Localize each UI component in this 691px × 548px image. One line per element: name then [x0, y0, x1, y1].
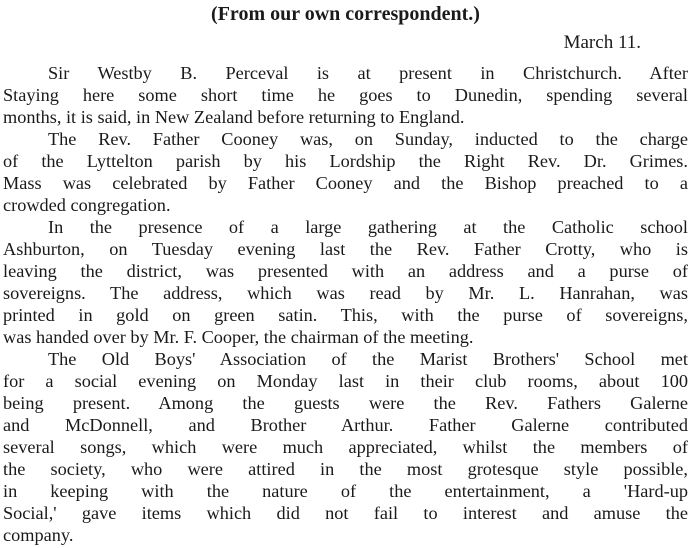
paragraph-1-line-1: Sir Westby B. Perceval is at present in Christchurch. After [48, 63, 688, 83]
paragraph-3-line-6: was handed over by Mr. F. Cooper, the chairman of the meeting. [3, 327, 474, 347]
paragraph-4-line-8: Social,' gave items which did not fail to interest and amuse the [3, 503, 688, 523]
paragraph-3-line-4: sovereigns. The address, which was read by Mr. L. Hanrahan, was [3, 283, 688, 303]
paragraph-4-line-3: being present. Among the guests were the Rev. Fathers Galerne [3, 393, 688, 413]
article-dateline: March 11. [563, 32, 641, 53]
paragraph-2-line-1: The Rev. Father Cooney was, on Sunday, inducted to the charge [48, 129, 688, 149]
paragraph-2-line-4: crowded congregation. [3, 195, 171, 215]
paragraph-4-line-1: The Old Boys' Association of the Marist Brothers' School met [48, 349, 688, 369]
paragraph-4-line-7: in keeping with the nature of the entertainment, a 'Hard-up [3, 481, 688, 501]
paragraph-1-line-2: Staying here some short time he goes to Dunedin, spending several [3, 85, 688, 105]
paragraph-3-line-3: leaving the district, was presented with an address and a purse of [3, 261, 688, 281]
paragraph-4-line-6: the society, who were attired in the most grotesque style possible, [3, 459, 688, 479]
paragraph-3-line-1: In the presence of a large gathering at the Catholic school [48, 217, 688, 237]
paragraph-2-line-3: Mass was celebrated by Father Cooney and the Bishop preached to a [3, 173, 688, 193]
article-heading: (From our own correspondent.) [211, 3, 480, 25]
paragraph-4-line-9: company. [3, 525, 74, 545]
paragraph-2-line-2: of the Lyttelton parish by his Lordship the Right Rev. Dr. Grimes. [3, 151, 688, 171]
paragraph-4-line-4: and McDonnell, and Brother Arthur. Father Galerne contributed [3, 415, 688, 435]
paragraph-1-line-3: months, it is said, in New Zealand before returning to England. [3, 107, 465, 127]
paragraph-3-line-2: Ashburton, on Tuesday evening last the Rev. Father Crotty, who is [3, 239, 688, 259]
paragraph-4-line-5: several songs, which were much appreciated, whilst the members of [3, 437, 688, 457]
paragraph-4-line-2: for a social evening on Monday last in their club rooms, about 100 [3, 371, 688, 391]
paragraph-3-line-5: printed in gold on green satin. This, with the purse of sovereigns, [3, 305, 688, 325]
